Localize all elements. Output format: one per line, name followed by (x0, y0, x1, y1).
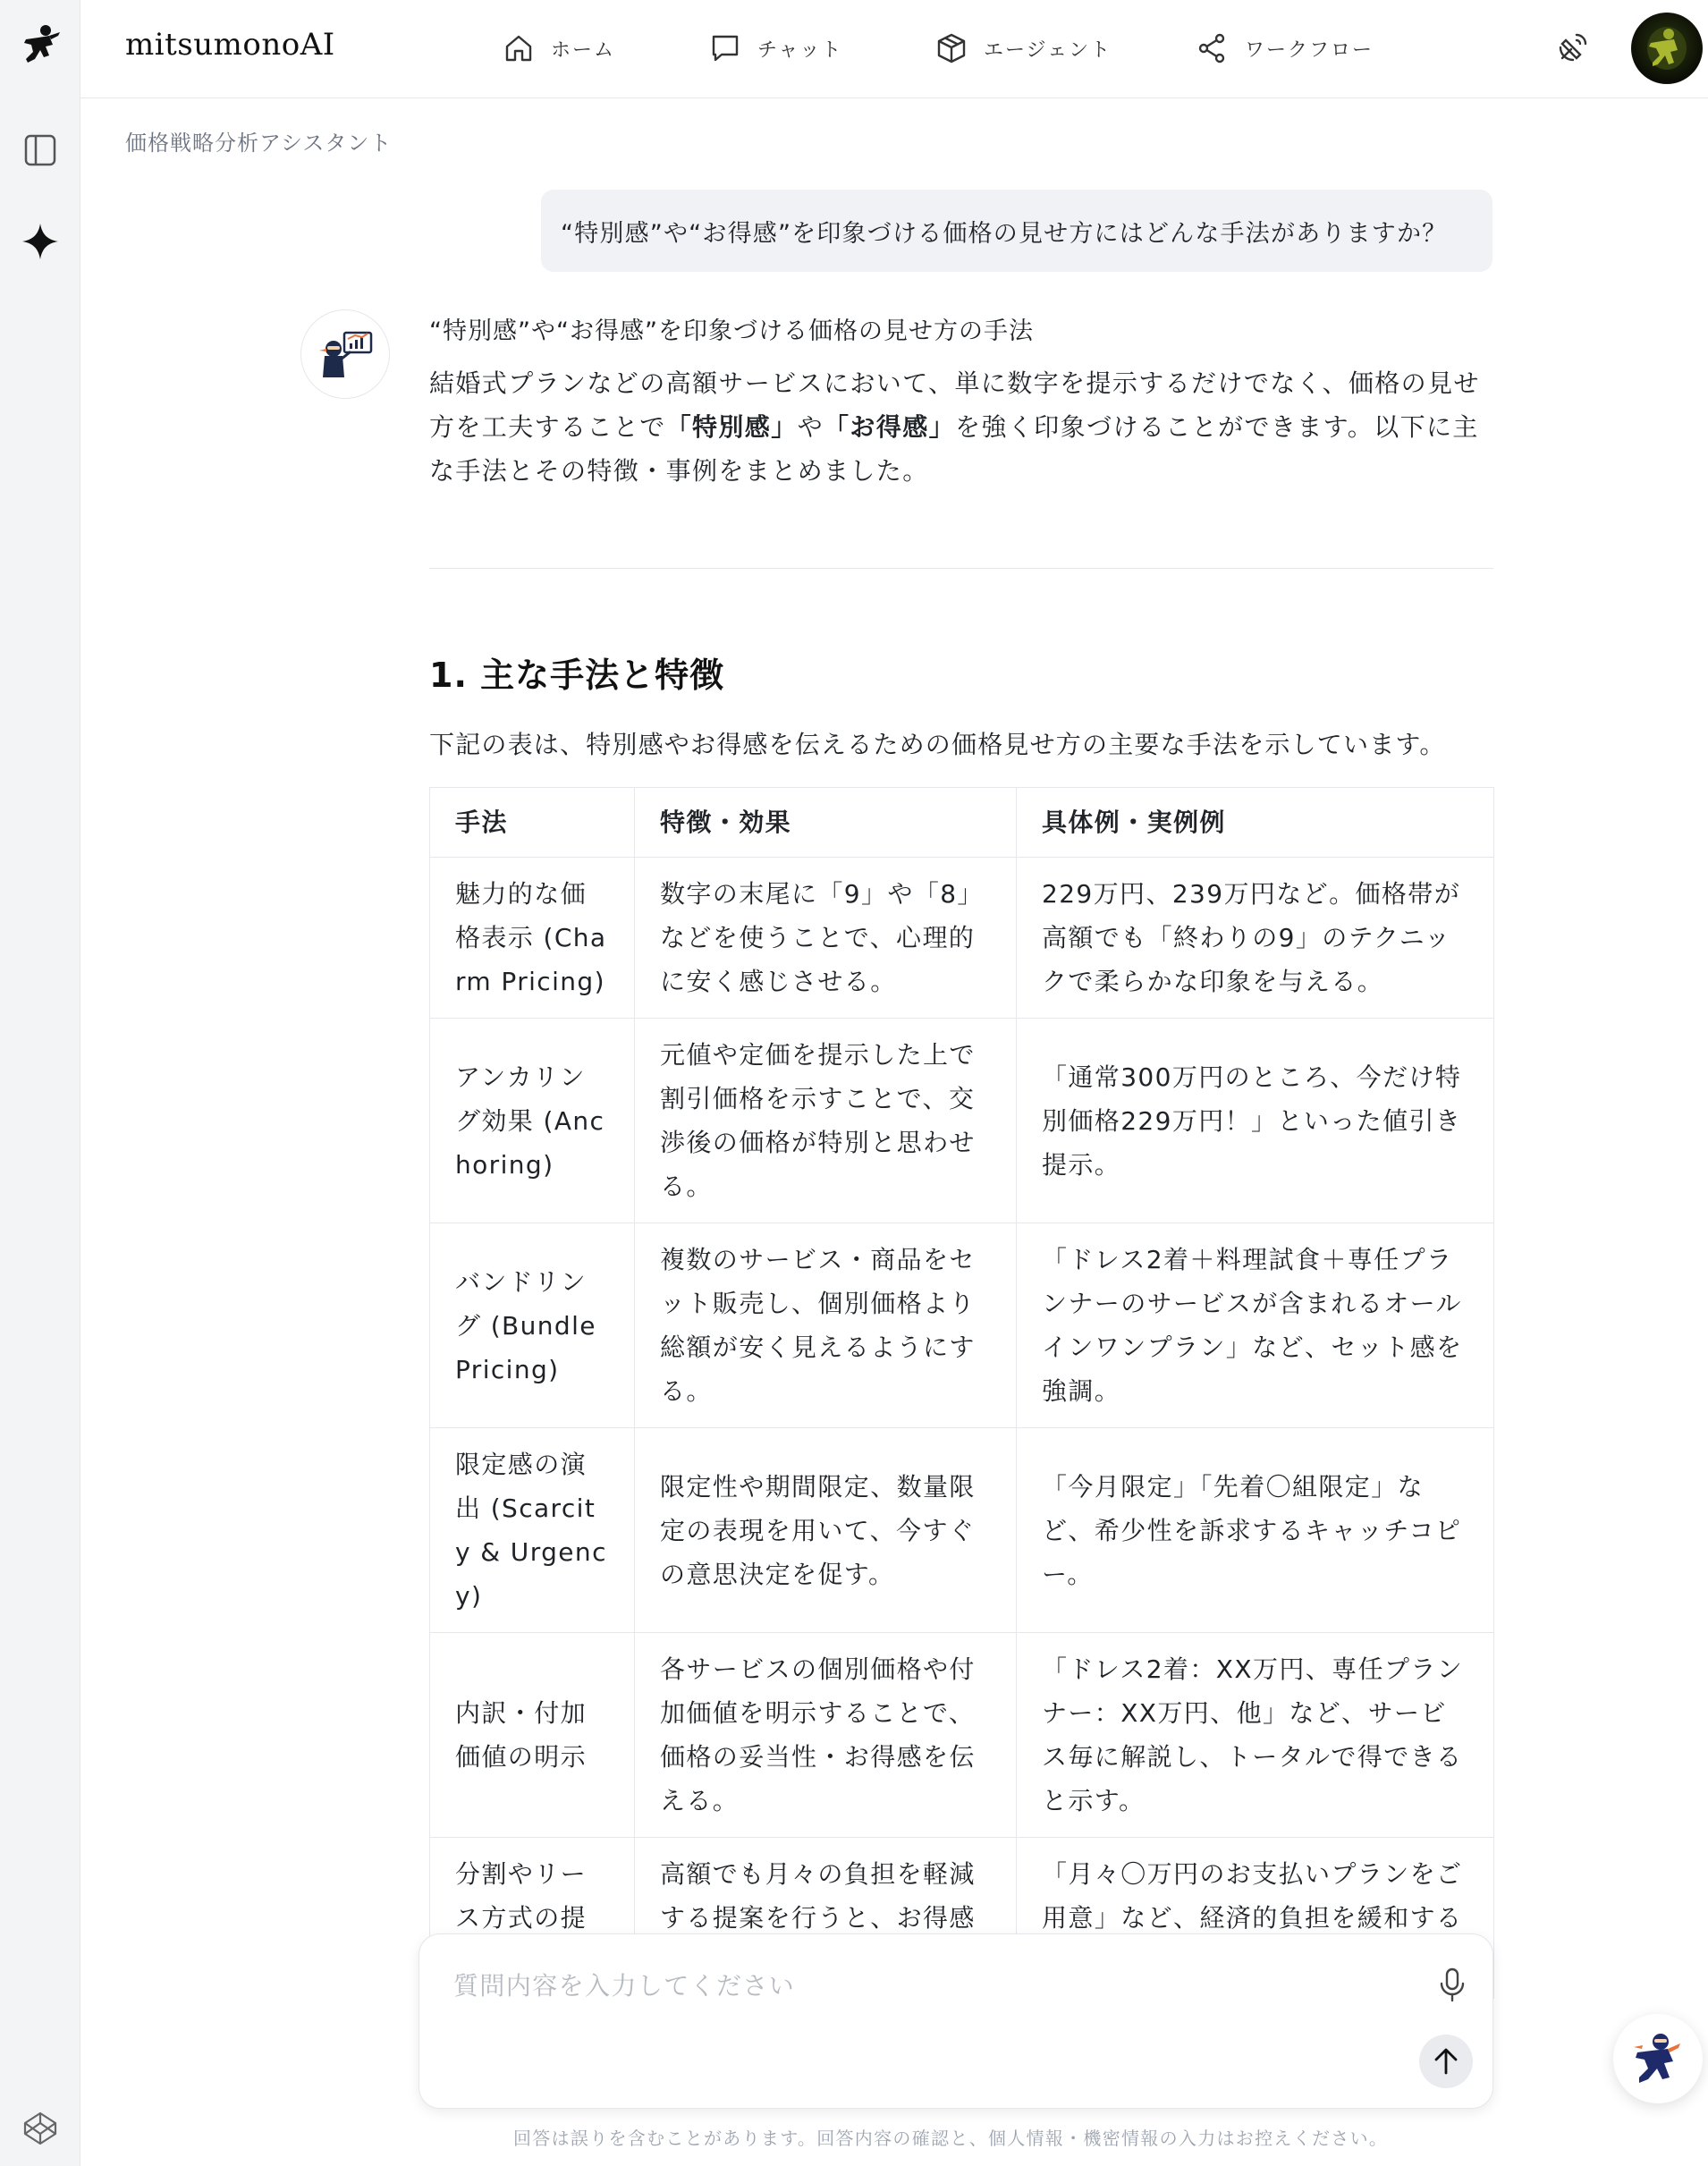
share-icon (1196, 32, 1229, 64)
methods-table-container[interactable] (429, 787, 1493, 1933)
nav-home-label: ホーム (551, 38, 616, 62)
table-cell: 元値や定価を提示した上で割引価格を示すことで、交渉後の価格が特別と思わせる。 (635, 1019, 1017, 1223)
sidebar-toggle-icon[interactable] (19, 129, 62, 172)
intro-bold-value: 「お得感」 (824, 412, 956, 442)
table-cell: 各サービスの個別価格や付加価値を明示することで、価格の妥当性・お得感を伝える。 (635, 1633, 1017, 1838)
table-cell: バンドリング (Bundle Pricing) (430, 1223, 635, 1428)
table-cell: 分割やリース方式の提 (430, 1838, 635, 1999)
table-description: 下記の表は、特別感やお得感を伝えるための価格見せ方の主要な手法を示しています。 (429, 730, 1446, 759)
table-cell: 229万円、239万円など。価格帯が高額でも「終わりの9」のテクニックで柔らかな印象を与える。 (1017, 858, 1494, 1019)
table-cell: 限定性や期間限定、数量限定の表現を用いて、今すぐの意思決定を促す。 (635, 1428, 1017, 1633)
assistant-answer (429, 313, 1493, 763)
arrow-up-icon (1432, 2046, 1460, 2077)
answer-heading-line: “特別感”や“お得感”を印象づける価格の見せ方の手法 (429, 317, 1034, 345)
table-row (430, 1428, 1494, 1633)
ninja-mascot-icon (1628, 2029, 1687, 2088)
table-cell: 「ドレス2着：XX万円、専任プランナー：XX万円、他」など、サービス毎に解説し、トータルで得できると示す。 (1017, 1633, 1494, 1838)
assistant-title: 価格戦略分析アシスタント (125, 131, 393, 156)
table-header-example: 具体例・実例例 (1017, 788, 1494, 858)
chat-input-box (419, 1933, 1493, 2109)
table-cell: 「今月限定」「先着〇組限定」など、希少性を訴求するキャッチコピー。 (1017, 1428, 1494, 1633)
table-cell: 魅力的な価格表示 (Charm Pricing) (430, 858, 635, 1019)
table-row (430, 1633, 1494, 1838)
section-divider (429, 568, 1493, 569)
table-cell: 限定感の演出 (Scarcity & Urgency) (430, 1428, 635, 1633)
table-header-feature: 特徴・効果 (635, 788, 1017, 858)
methods-table (429, 787, 1494, 1999)
nav-workflow-label: ワークフロー (1245, 38, 1374, 62)
ninja-help-button[interactable] (1613, 2014, 1703, 2103)
satellite-icon[interactable] (1551, 29, 1592, 70)
intro-text-1: 結婚式プランなどの高額サービスにおいて、単に数字を提示するだけでなく、価格の見せ方を工夫することで (429, 368, 1480, 442)
send-button[interactable] (1419, 2035, 1473, 2088)
table-header-row (430, 788, 1494, 858)
chat-icon (709, 32, 741, 64)
table-cell: 「通常300万円のところ、今だけ特別価格229万円！」といった値引き提示。 (1017, 1019, 1494, 1223)
brand-name[interactable]: mitsumonoAI (125, 27, 335, 63)
user-message-bubble (541, 190, 1492, 272)
ninja-presenter-icon (316, 327, 375, 381)
nav-workflow[interactable] (1196, 29, 1374, 68)
user-message-text: “特別感”や“お得感”を印象づける価格の見せ方にはどんな手法がありますか？ (561, 219, 1448, 248)
table-row (430, 858, 1494, 1019)
nav-agent-label: エージェント (984, 38, 1112, 62)
nav-chat[interactable] (709, 29, 842, 68)
user-avatar[interactable] (1631, 13, 1703, 84)
ninja-logo-icon[interactable] (19, 25, 62, 68)
nav-agent[interactable] (935, 29, 1112, 68)
table-header-method: 手法 (430, 788, 635, 858)
sparkle-icon[interactable] (19, 220, 62, 263)
table-cell: 内訳・付加価値の明示 (430, 1633, 635, 1838)
intro-text-2: や (797, 412, 824, 442)
table-cell: 高額でも月々の負担を軽減する提案を行うと、お得感 (635, 1838, 1017, 1999)
left-rail (0, 0, 80, 2166)
table-cell: アンカリング効果 (Anchoring) (430, 1019, 635, 1223)
cube-icon (935, 32, 968, 64)
answer-intro (429, 361, 1493, 493)
nav-home[interactable] (503, 29, 615, 68)
home-icon (503, 32, 535, 64)
top-bar (80, 0, 1708, 98)
nav-chat-label: チャット (757, 38, 843, 62)
table-cell: 「月々〇万円のお支払いプランをご用意」など、経済的負担を緩和する (1017, 1838, 1494, 1999)
table-cell: 「ドレス2着＋料理試食＋専任プランナーのサービスが含まれるオールインワンプラン」など、セット感を強調。 (1017, 1223, 1494, 1428)
table-cell: 数字の末尾に「9」や「8」などを使うことで、心理的に安く感じさせる。 (635, 858, 1017, 1019)
microphone-icon[interactable] (1430, 1963, 1475, 2008)
question-input[interactable] (453, 1967, 1348, 2020)
assistant-avatar (300, 309, 390, 399)
table-row (430, 1019, 1494, 1223)
intro-text-3: を強く印象づけることができます。以下に主な手法とその特徴・事例をまとめました。 (429, 412, 1479, 486)
codepen-icon[interactable] (19, 2107, 62, 2150)
disclaimer-text: 回答は誤りを含むことがあります。回答内容の確認と、個人情報・機密情報の入力はお控えください。 (513, 2128, 1389, 2149)
table-cell: 複数のサービス・商品をセット販売し、個別価格より総額が安く見えるようにする。 (635, 1223, 1017, 1428)
intro-bold-special: 「特別感」 (665, 412, 798, 442)
table-row (430, 1223, 1494, 1428)
section-title: 1. 主な手法と特徴 (429, 656, 725, 695)
